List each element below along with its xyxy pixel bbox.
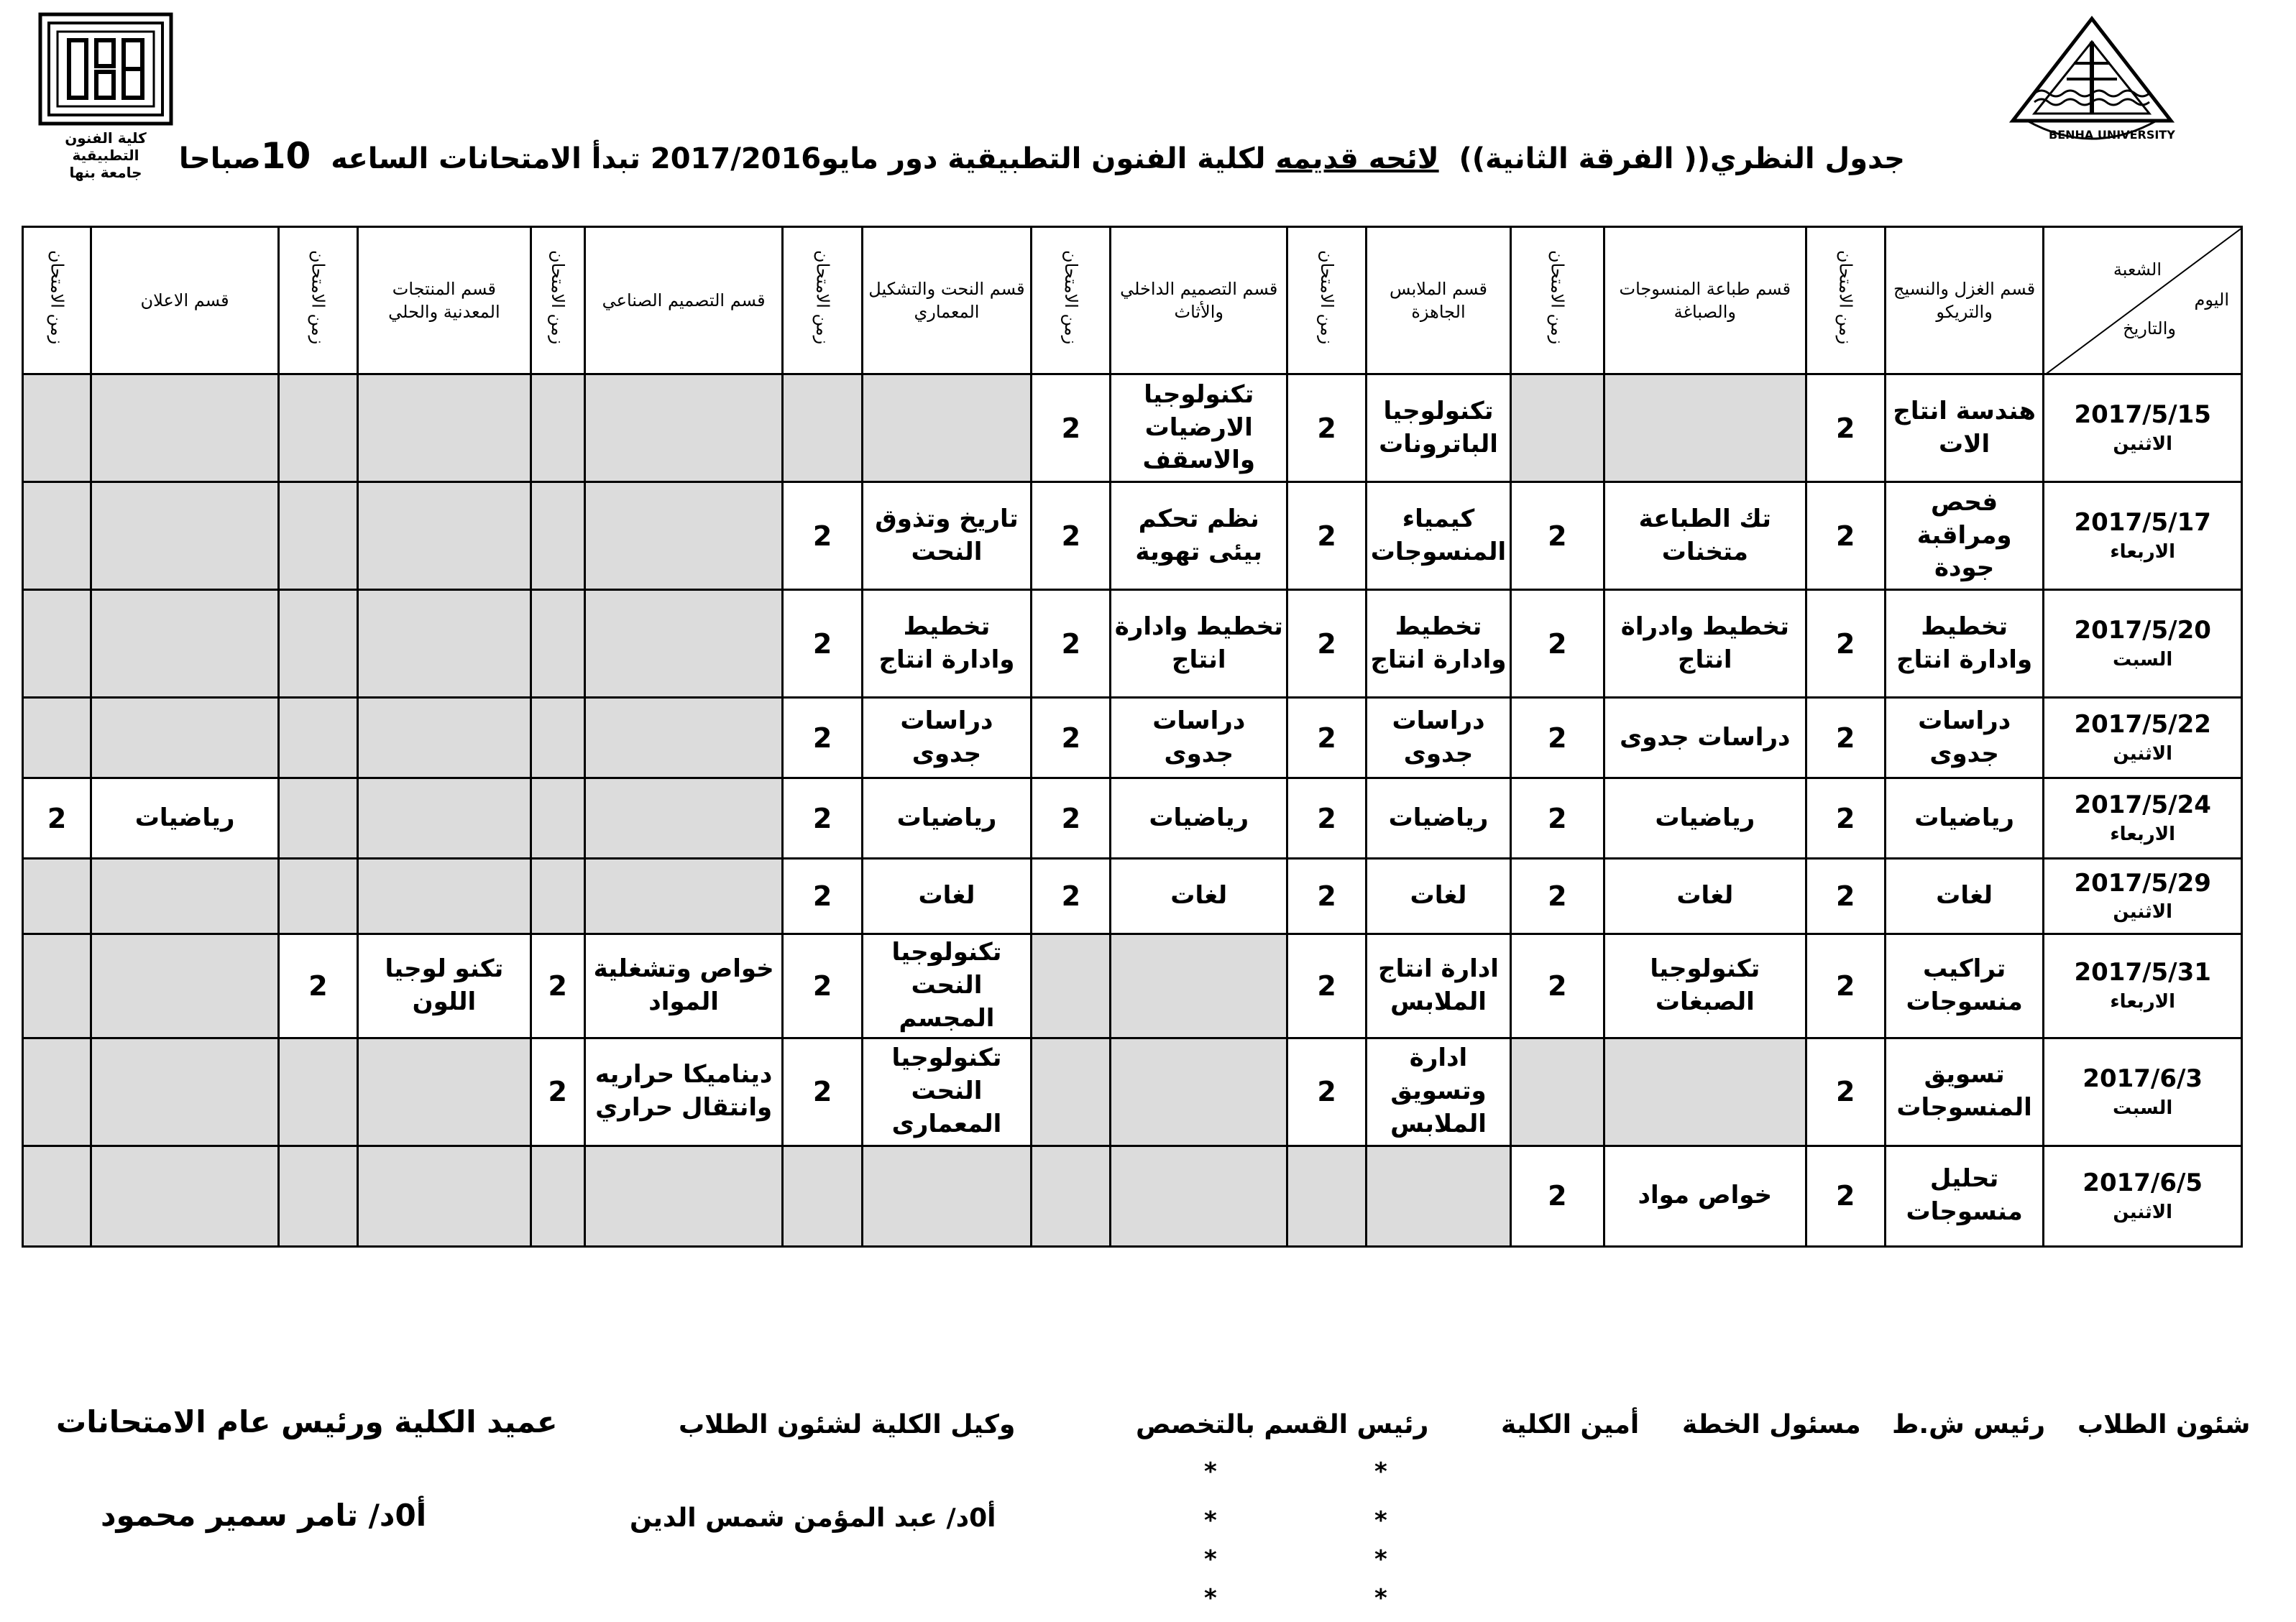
header-date: والتاريخ bbox=[2123, 318, 2176, 338]
header-dept-garments: قسم الملابس الجاهزة bbox=[1367, 227, 1510, 374]
subject-cell: دراسات جدوى bbox=[862, 698, 1032, 778]
duration-cell bbox=[531, 482, 584, 590]
subject-cell: تكنولوجيا النحت المعمارى bbox=[862, 1038, 1032, 1146]
duration-cell: 2 bbox=[23, 778, 91, 859]
duration-cell: 2 bbox=[1806, 698, 1885, 778]
date-cell bbox=[2044, 778, 2242, 859]
subject-cell: تاريخ وتذوق النحت bbox=[862, 482, 1032, 590]
duration-cell: 2 bbox=[1287, 1038, 1367, 1146]
title-morning: صباحا bbox=[178, 142, 261, 175]
signature-star: * bbox=[1374, 1545, 1387, 1574]
duration-cell bbox=[23, 482, 91, 590]
schedule-body bbox=[23, 374, 2242, 1247]
exam-date: 2017/5/24 bbox=[2074, 791, 2211, 819]
duration-cell bbox=[531, 1146, 584, 1246]
date-cell bbox=[2044, 590, 2242, 698]
duration-cell: 2 bbox=[1287, 590, 1367, 698]
duration-cell: 2 bbox=[1032, 698, 1111, 778]
subject-cell: دراسات جدوى bbox=[1111, 698, 1287, 778]
duration-cell: 2 bbox=[1287, 482, 1367, 590]
duration-cell bbox=[278, 590, 357, 698]
exam-date: 2017/5/31 bbox=[2074, 958, 2211, 987]
subject-cell: خواص مواد bbox=[1604, 1146, 1806, 1246]
duration-cell: 2 bbox=[783, 482, 862, 590]
date-cell bbox=[2044, 934, 2242, 1038]
header-duration: زمن الامتحان bbox=[23, 227, 91, 374]
subject-cell: دراسات جدوى bbox=[1367, 698, 1510, 778]
exam-weekday: الاربعاء bbox=[2110, 823, 2176, 845]
exam-weekday: الاثنين bbox=[2113, 901, 2173, 923]
duration-cell bbox=[278, 778, 357, 859]
subject-cell: هندسة انتاج الات bbox=[1885, 374, 2044, 482]
exam-weekday: الاثنين bbox=[2113, 742, 2173, 765]
subject-cell: تخطيط وادارة انتاج bbox=[1111, 590, 1287, 698]
signature-star: * bbox=[1204, 1457, 1217, 1486]
duration-cell bbox=[23, 1038, 91, 1146]
subject-cell bbox=[358, 1146, 531, 1246]
subject-cell: تخطيط وادارة انتاج bbox=[1367, 590, 1510, 698]
duration-cell: 2 bbox=[1287, 698, 1367, 778]
duration-cell bbox=[23, 590, 91, 698]
subject-cell: تراكيب منسوجات bbox=[1885, 934, 2044, 1038]
duration-cell: 2 bbox=[1806, 1146, 1885, 1246]
duration-cell bbox=[1032, 1038, 1111, 1146]
table-row bbox=[23, 859, 2242, 934]
subject-cell bbox=[91, 1146, 279, 1246]
header-day-date bbox=[2044, 227, 2242, 374]
signature-star: * bbox=[1374, 1584, 1387, 1613]
duration-cell: 2 bbox=[783, 698, 862, 778]
subject-cell: لغات bbox=[1367, 859, 1510, 934]
subject-cell: ادارة وتسويق الملابس bbox=[1367, 1038, 1510, 1146]
header-duration: زمن الامتحان bbox=[783, 227, 862, 374]
duration-cell bbox=[531, 859, 584, 934]
subject-cell bbox=[584, 374, 783, 482]
subject-cell: رياضيات bbox=[91, 778, 279, 859]
duration-cell bbox=[23, 1146, 91, 1246]
header-dept-advertising: قسم الاعلان bbox=[91, 227, 279, 374]
subject-cell: لغات bbox=[1604, 859, 1806, 934]
exam-date: 2017/5/15 bbox=[2074, 400, 2211, 429]
date-cell bbox=[2044, 374, 2242, 482]
university-logo bbox=[2006, 13, 2178, 149]
subject-cell bbox=[358, 778, 531, 859]
duration-cell bbox=[278, 1038, 357, 1146]
table-row bbox=[23, 934, 2242, 1038]
header-dept-interior: قسم التصميم الداخلي والأثاث bbox=[1111, 227, 1287, 374]
header-duration: زمن الامتحان bbox=[531, 227, 584, 374]
duration-cell: 2 bbox=[783, 859, 862, 934]
table-row bbox=[23, 590, 2242, 698]
duration-cell: 2 bbox=[1806, 590, 1885, 698]
subject-cell: فحص ومراقبة جودة bbox=[1885, 482, 2044, 590]
subject-cell bbox=[584, 1146, 783, 1246]
duration-cell bbox=[1032, 934, 1111, 1038]
duration-cell bbox=[1510, 1038, 1604, 1146]
header-duration: زمن الامتحان bbox=[1806, 227, 1885, 374]
header-day: اليوم bbox=[2194, 290, 2229, 310]
subject-cell: تخطيط وادارة انتاج bbox=[862, 590, 1032, 698]
header-duration: زمن الامتحان bbox=[278, 227, 357, 374]
subject-cell bbox=[862, 374, 1032, 482]
subject-cell: رياضيات bbox=[1111, 778, 1287, 859]
sig-dept-head: رئيس القسم بالتخصص bbox=[1136, 1410, 1429, 1439]
signature-star: * bbox=[1374, 1506, 1387, 1535]
subject-cell bbox=[91, 1038, 279, 1146]
subject-cell: تخطيط وادارة انتاج bbox=[1885, 590, 2044, 698]
subject-cell bbox=[862, 1146, 1032, 1246]
header-duration: زمن الامتحان bbox=[1510, 227, 1604, 374]
duration-cell bbox=[1510, 374, 1604, 482]
subject-cell bbox=[584, 778, 783, 859]
faculty-logo bbox=[37, 11, 174, 181]
subject-cell: رياضيات bbox=[1367, 778, 1510, 859]
exam-weekday: السبت bbox=[2113, 648, 2173, 671]
subject-cell bbox=[1111, 1038, 1287, 1146]
duration-cell bbox=[531, 590, 584, 698]
duration-cell: 2 bbox=[1287, 859, 1367, 934]
duration-cell: 2 bbox=[1032, 590, 1111, 698]
duration-cell: 2 bbox=[1287, 778, 1367, 859]
duration-cell: 2 bbox=[783, 778, 862, 859]
subject-cell bbox=[91, 698, 279, 778]
subject-cell bbox=[358, 590, 531, 698]
subject-cell bbox=[91, 374, 279, 482]
subject-cell: رياضيات bbox=[1604, 778, 1806, 859]
duration-cell: 2 bbox=[1032, 859, 1111, 934]
faculty-emblem-icon bbox=[37, 11, 174, 126]
table-row bbox=[23, 778, 2242, 859]
duration-cell: 2 bbox=[1510, 698, 1604, 778]
subject-cell bbox=[358, 698, 531, 778]
header-division: الشعبة bbox=[2113, 259, 2162, 280]
sig-head-sh-t: رئيس ش.ط bbox=[1892, 1410, 2046, 1439]
table-row bbox=[23, 1038, 2242, 1146]
duration-cell bbox=[531, 374, 584, 482]
subject-cell bbox=[584, 859, 783, 934]
sig-college-secretary: أمين الكلية bbox=[1501, 1410, 1640, 1439]
duration-cell: 2 bbox=[1287, 374, 1367, 482]
duration-cell bbox=[278, 1146, 357, 1246]
subject-cell: دراسات جدوى bbox=[1885, 698, 2044, 778]
subject-cell: تحليل منسوجات bbox=[1885, 1146, 2044, 1246]
sig-vice-dean-name: أ0د/ عبد المؤمن شمس الدين bbox=[630, 1503, 996, 1533]
signature-star: * bbox=[1374, 1457, 1387, 1486]
signature-star: * bbox=[1204, 1506, 1217, 1535]
subject-cell bbox=[1604, 1038, 1806, 1146]
subject-cell: تسويق المنسوجات bbox=[1885, 1038, 2044, 1146]
subject-cell: نظم تحكم بيئى تهوية bbox=[1111, 482, 1287, 590]
duration-cell: 2 bbox=[1510, 482, 1604, 590]
header-dept-sculpture: قسم النحت والتشكيل المعماري bbox=[862, 227, 1032, 374]
duration-cell bbox=[23, 859, 91, 934]
duration-cell bbox=[1032, 1146, 1111, 1246]
subject-cell: رياضيات bbox=[1885, 778, 2044, 859]
subject-cell: رياضيات bbox=[862, 778, 1032, 859]
duration-cell bbox=[531, 698, 584, 778]
subject-cell bbox=[358, 482, 531, 590]
duration-cell: 2 bbox=[1510, 590, 1604, 698]
subject-cell bbox=[1367, 1146, 1510, 1246]
duration-cell bbox=[23, 698, 91, 778]
exam-weekday: الاثنين bbox=[2113, 1201, 2173, 1223]
sig-dean-title: عميد الكلية ورئيس عام الامتحانات bbox=[56, 1404, 558, 1439]
sig-dean-name: أ0د/ تامر سمير محمود bbox=[101, 1498, 427, 1533]
subject-cell bbox=[358, 859, 531, 934]
duration-cell: 2 bbox=[1032, 778, 1111, 859]
duration-cell: 2 bbox=[1510, 859, 1604, 934]
subject-cell: ديناميكا حراريه وانتقال حراري bbox=[584, 1038, 783, 1146]
exam-weekday: السبت bbox=[2113, 1097, 2173, 1119]
subject-cell bbox=[358, 374, 531, 482]
subject-cell bbox=[91, 590, 279, 698]
university-name: BENHA UNIVERSITY bbox=[2049, 128, 2175, 142]
exam-weekday: الاربعاء bbox=[2110, 991, 2176, 1013]
table-row bbox=[23, 482, 2242, 590]
exam-schedule-table bbox=[22, 226, 2243, 1248]
table-row bbox=[23, 1146, 2242, 1246]
exam-date: 2017/5/22 bbox=[2074, 710, 2211, 739]
subject-cell: كيمياء المنسوجات bbox=[1367, 482, 1510, 590]
subject-cell: تكنولوجيا النحت المجسم bbox=[862, 934, 1032, 1038]
duration-cell bbox=[23, 934, 91, 1038]
duration-cell: 2 bbox=[1806, 859, 1885, 934]
subject-cell: لغات bbox=[1885, 859, 2044, 934]
subject-cell: دراسات جدوى bbox=[1604, 698, 1806, 778]
duration-cell: 2 bbox=[783, 1038, 862, 1146]
subject-cell bbox=[91, 859, 279, 934]
logo-name-line1: كلية الفنون التطبيقية bbox=[65, 129, 147, 164]
subject-cell bbox=[358, 1038, 531, 1146]
exam-date: 2017/6/5 bbox=[2083, 1168, 2203, 1197]
header-dept-industrial: قسم التصميم الصناعي bbox=[584, 227, 783, 374]
subject-cell: لغات bbox=[1111, 859, 1287, 934]
duration-cell: 2 bbox=[531, 1038, 584, 1146]
date-cell bbox=[2044, 859, 2242, 934]
duration-cell: 2 bbox=[1806, 374, 1885, 482]
subject-cell: ادارة انتاج الملابس bbox=[1367, 934, 1510, 1038]
duration-cell: 2 bbox=[1806, 1038, 1885, 1146]
subject-cell: تكنولوجيا الصبغات bbox=[1604, 934, 1806, 1038]
duration-cell: 2 bbox=[1510, 934, 1604, 1038]
duration-cell: 2 bbox=[1287, 934, 1367, 1038]
subject-cell: تكنولوجيا الباترونات bbox=[1367, 374, 1510, 482]
duration-cell: 2 bbox=[1806, 482, 1885, 590]
sig-students-affairs: شئون الطلاب bbox=[2077, 1410, 2251, 1439]
duration-cell bbox=[531, 778, 584, 859]
header-dept-metal: قسم المنتجات المعدنية والحلي bbox=[358, 227, 531, 374]
duration-cell: 2 bbox=[1510, 1146, 1604, 1246]
title-part1: جدول النظري(( الفرقة الثانية)) bbox=[1459, 142, 1905, 175]
subject-cell bbox=[584, 590, 783, 698]
duration-cell bbox=[1287, 1146, 1367, 1246]
exam-date: 2017/5/29 bbox=[2074, 868, 2211, 898]
exam-date: 2017/6/3 bbox=[2083, 1064, 2203, 1093]
logo-name-line2: جامعة بنها bbox=[69, 164, 142, 181]
subject-cell bbox=[91, 482, 279, 590]
exam-weekday: الاثنين bbox=[2113, 433, 2173, 455]
duration-cell: 2 bbox=[1032, 374, 1111, 482]
subject-cell: لغات bbox=[862, 859, 1032, 934]
duration-cell: 2 bbox=[278, 934, 357, 1038]
subject-cell: تخطيط وادراة انتاج bbox=[1604, 590, 1806, 698]
header-dept-spinning: قسم الغزل والنسيج والتريكو bbox=[1885, 227, 2044, 374]
subject-cell: تكنو لوجيا اللون bbox=[358, 934, 531, 1038]
subject-cell bbox=[1111, 934, 1287, 1038]
date-cell bbox=[2044, 1146, 2242, 1246]
sig-vice-dean-title: وكيل الكلية لشئون الطلاب bbox=[679, 1410, 1016, 1439]
exam-date: 2017/5/17 bbox=[2074, 508, 2211, 537]
title-start-time: 10 bbox=[260, 135, 311, 177]
header-dept-printing: قسم طباعة المنسوجات والصباغة bbox=[1604, 227, 1806, 374]
duration-cell: 2 bbox=[1032, 482, 1111, 590]
table-row bbox=[23, 374, 2242, 482]
page-title bbox=[178, 135, 1905, 177]
sig-plan-officer: مسئول الخطة bbox=[1682, 1410, 1861, 1439]
duration-cell bbox=[278, 374, 357, 482]
signature-star: * bbox=[1204, 1545, 1217, 1574]
subject-cell bbox=[91, 934, 279, 1038]
header-duration: زمن الامتحان bbox=[1287, 227, 1367, 374]
table-row bbox=[23, 698, 2242, 778]
subject-cell: تكنولوجيا الارضيات والاسقف bbox=[1111, 374, 1287, 482]
duration-cell: 2 bbox=[531, 934, 584, 1038]
duration-cell: 2 bbox=[1806, 778, 1885, 859]
exam-date: 2017/5/20 bbox=[2074, 616, 2211, 645]
subject-cell: تك الطباعة متخنات bbox=[1604, 482, 1806, 590]
subject-cell bbox=[584, 482, 783, 590]
subject-cell bbox=[1111, 1146, 1287, 1246]
date-cell bbox=[2044, 698, 2242, 778]
duration-cell: 2 bbox=[783, 934, 862, 1038]
duration-cell bbox=[783, 374, 862, 482]
title-old-regulation: لائحه قديمه bbox=[1275, 142, 1439, 175]
title-part3: لكلية الفنون التطبيقية دور مايو2017/2016 تبدأ الامتحانات الساعه bbox=[331, 142, 1266, 175]
date-cell bbox=[2044, 482, 2242, 590]
duration-cell bbox=[278, 698, 357, 778]
duration-cell bbox=[278, 482, 357, 590]
duration-cell bbox=[783, 1146, 862, 1246]
subject-cell bbox=[1604, 374, 1806, 482]
subject-cell bbox=[584, 698, 783, 778]
duration-cell: 2 bbox=[1510, 778, 1604, 859]
signature-star: * bbox=[1204, 1584, 1217, 1613]
subject-cell: خواص وتشغلية المواد bbox=[584, 934, 783, 1038]
duration-cell bbox=[23, 374, 91, 482]
duration-cell bbox=[278, 859, 357, 934]
date-cell bbox=[2044, 1038, 2242, 1146]
exam-weekday: الاربعاء bbox=[2110, 540, 2176, 563]
duration-cell: 2 bbox=[1806, 934, 1885, 1038]
header-duration: زمن الامتحان bbox=[1032, 227, 1111, 374]
duration-cell: 2 bbox=[783, 590, 862, 698]
